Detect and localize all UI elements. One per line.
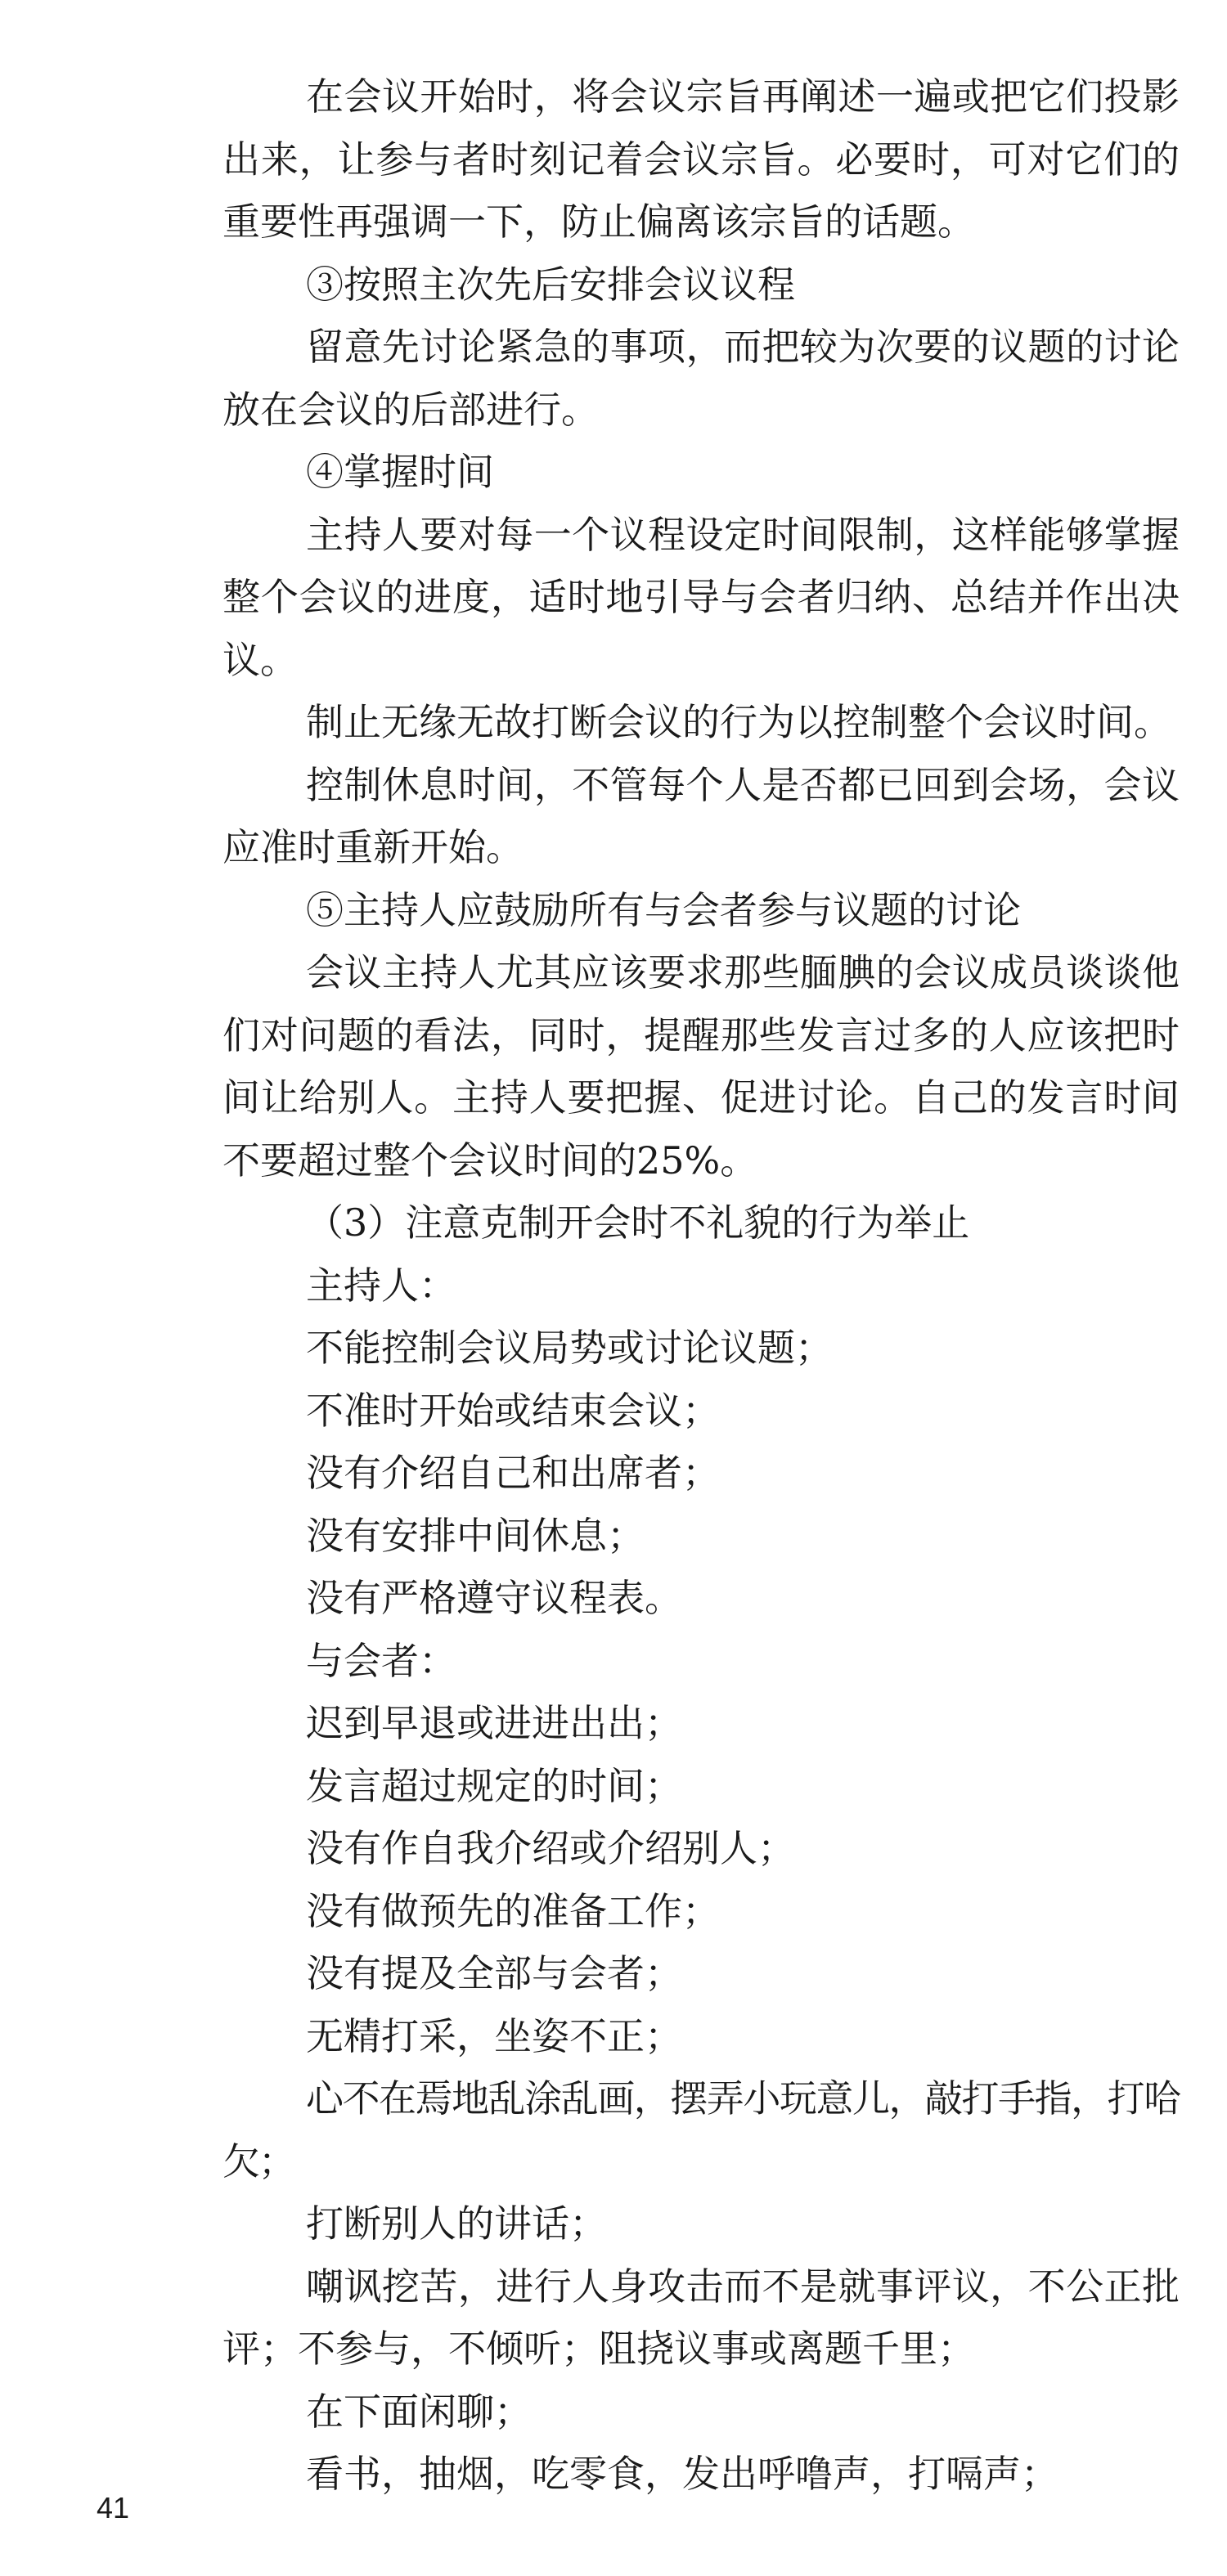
list-label: 与会者：	[306, 1638, 456, 1683]
list-item: 不准时开始或结束会议；	[306, 1388, 720, 1433]
list-item: 没有作自我介绍或介绍别人；	[306, 1826, 795, 1870]
paragraph: 主持人要对每一个议程设定时间限制，这样能够掌握整个会议的进度，适时地引导与会者归纳、总结并作出决议。	[222, 512, 1180, 682]
list-item: 没有做预先的准备工作；	[306, 1888, 720, 1933]
subheading: ⑤主持人应鼓励所有与会者参与议题的讨论	[306, 887, 1021, 932]
list-item: 打断别人的讲话；	[306, 2201, 607, 2246]
list-item: 迟到早退或进进出出；	[306, 1701, 682, 1745]
list-item: 发言超过规定的时间；	[306, 1763, 682, 1808]
list-item: 在下面闲聊；	[306, 2389, 532, 2434]
page-number: 41	[97, 2491, 130, 2524]
subheading: ④掌握时间	[306, 450, 494, 494]
body-text	[222, 65, 1180, 2506]
paragraph: 控制休息时间，不管每个人是否都已回到会场，会议应准时重新开始。	[222, 762, 1180, 869]
paragraph: 留意先讨论紧急的事项，而把较为次要的议题的讨论放在会议的后部进行。	[222, 325, 1180, 432]
list-item: 没有安排中间休息；	[306, 1513, 645, 1558]
paragraph: 制止无缘无故打断会议的行为以控制整个会议时间。	[306, 700, 1171, 744]
list-item: 没有提及全部与会者；	[306, 1951, 682, 1995]
section-heading: （3）注意克制开会时不礼貌的行为举止	[306, 1200, 970, 1245]
subheading: ③按照主次先后安排会议议程	[306, 262, 795, 307]
list-item: 嘲讽挖苦，进行人身攻击而不是就事评议，不公正批评；不参与，不倾听；阻挠议事或离题千里；	[222, 2264, 1180, 2371]
list-item: 心不在焉地乱涂乱画，摆弄小玩意儿，敲打手指，打哈欠；	[222, 2076, 1180, 2183]
list-item: 看书，抽烟，吃零食，发出呼噜声，打嗝声；	[306, 2452, 1058, 2496]
list-item: 不能控制会议局势或讨论议题；	[306, 1326, 833, 1370]
list-label: 主持人：	[306, 1263, 456, 1308]
list-item: 无精打采，坐姿不正；	[306, 2013, 682, 2058]
paragraph: 会议主持人尤其应该要求那些腼腆的会议成员谈谈他们对问题的看法，同时，提醒那些发言过多的人应该把时间让给别人。主持人要把握、促进讨论。自己的发言时间不要超过整个会议时间的25%。	[222, 950, 1180, 1183]
paragraph: 在会议开始时，将会议宗旨再阐述一遍或把它们投影出来，让参与者时刻记着会议宗旨。必要时，可对它们的重要性再强调一下，防止偏离该宗旨的话题。	[222, 74, 1180, 244]
list-item: 没有严格遵守议程表。	[306, 1576, 682, 1620]
list-item: 没有介绍自己和出席者；	[306, 1451, 720, 1495]
